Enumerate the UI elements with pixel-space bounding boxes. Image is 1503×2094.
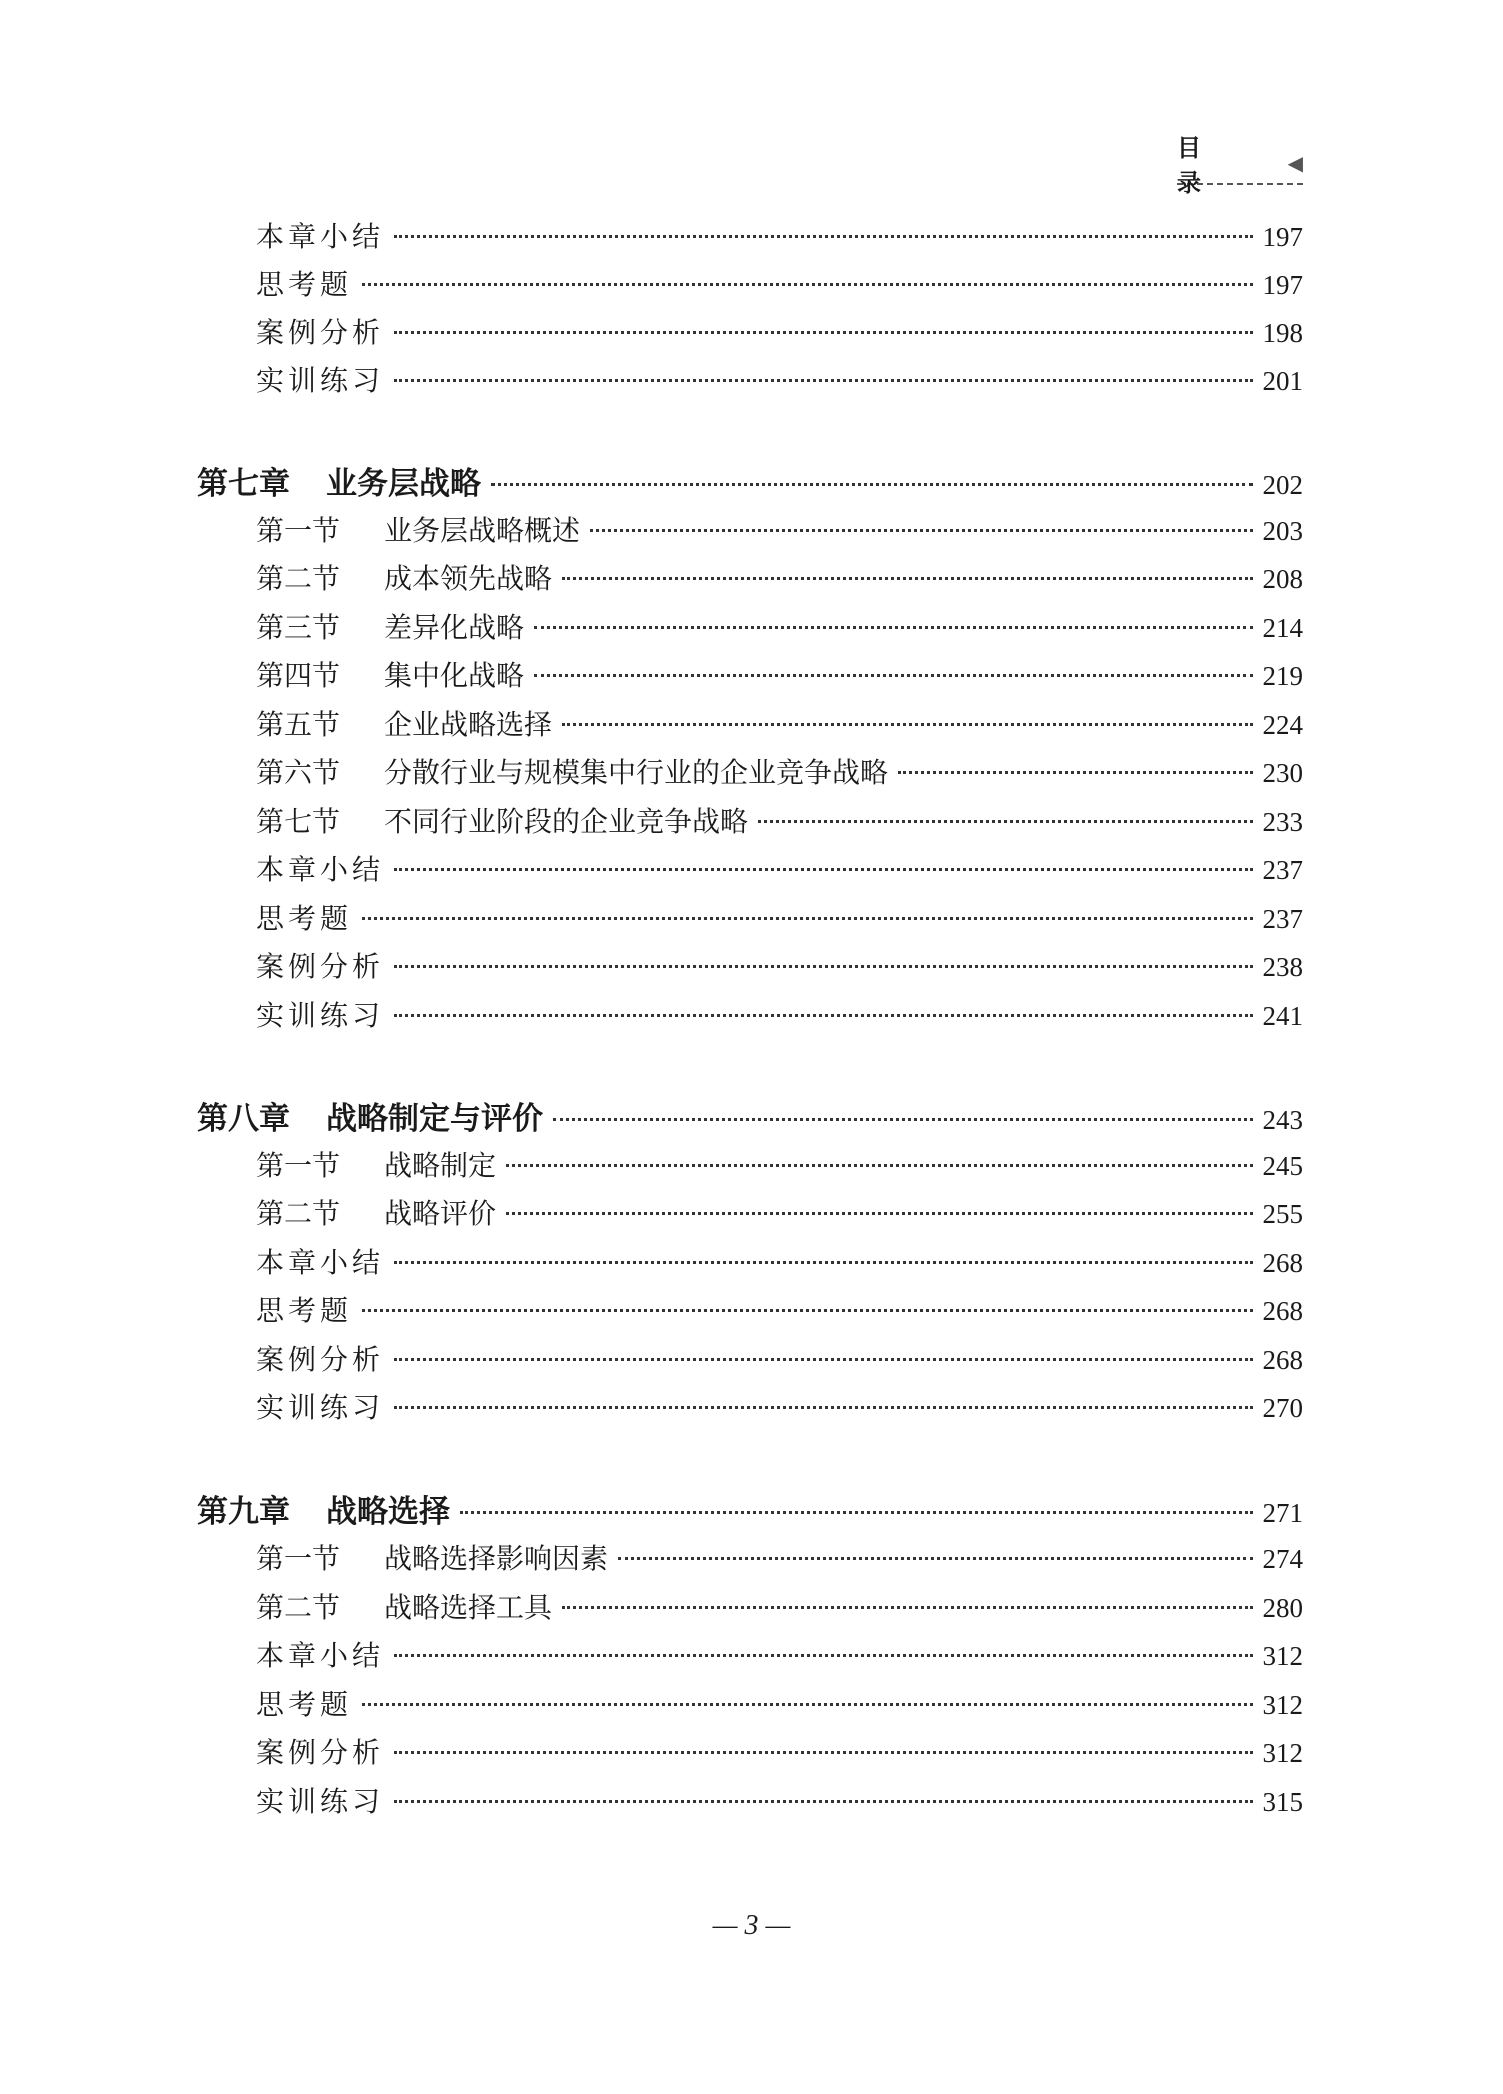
toc-entry-label: 实训练习 bbox=[256, 364, 385, 397]
leader-dots bbox=[758, 820, 1252, 823]
toc-entry-page: 203 bbox=[1262, 516, 1303, 546]
toc-entry[interactable] bbox=[256, 848, 1303, 888]
toc-entry[interactable] bbox=[256, 1386, 1303, 1426]
toc-entry-page: 208 bbox=[1262, 564, 1303, 594]
toc-entry-page: 312 bbox=[1262, 1690, 1303, 1720]
toc-entry[interactable] bbox=[256, 945, 1303, 985]
toc-entry[interactable] bbox=[256, 1289, 1303, 1329]
toc-entry-label: 集中化战略 bbox=[384, 659, 525, 692]
toc-entry-label: 思考题 bbox=[256, 1688, 353, 1721]
chapter-title: 业务层战略 bbox=[326, 466, 481, 502]
toc-entry-label: 案例分析 bbox=[256, 1736, 385, 1769]
toc-entry-label: 本章小结 bbox=[256, 1246, 385, 1279]
toc-entry-page: 243 bbox=[1262, 1105, 1303, 1135]
toc-entry-label: 思考题 bbox=[256, 1294, 353, 1327]
toc-entry-label: 战略选择影响因素 bbox=[384, 1542, 609, 1575]
toc-entry-label: 战略评价 bbox=[384, 1197, 497, 1230]
leader-dots bbox=[394, 1654, 1252, 1657]
toc-entry[interactable] bbox=[256, 311, 1303, 351]
toc-entry-page: 271 bbox=[1262, 1498, 1303, 1528]
toc-entry-page: 312 bbox=[1262, 1641, 1303, 1671]
leader-dots bbox=[534, 674, 1252, 677]
leader-dots bbox=[394, 868, 1252, 871]
toc-entry[interactable] bbox=[256, 994, 1303, 1034]
leader-dots bbox=[362, 1309, 1252, 1312]
leader-dots bbox=[394, 1014, 1252, 1017]
section-number: 第二节 bbox=[256, 562, 341, 595]
header-title: 目 录 bbox=[1177, 134, 1285, 197]
toc-entry[interactable] bbox=[256, 751, 1303, 791]
toc-entry-page: 241 bbox=[1262, 1001, 1303, 1031]
chapter-number: 第九章 bbox=[197, 1494, 290, 1530]
section-number: 第一节 bbox=[256, 1542, 341, 1575]
leader-dots bbox=[362, 917, 1252, 920]
toc-entry[interactable] bbox=[256, 1338, 1303, 1378]
section-number: 第五节 bbox=[256, 708, 341, 741]
leader-dots bbox=[506, 1212, 1252, 1215]
running-header bbox=[1177, 134, 1303, 197]
toc-entry[interactable] bbox=[256, 215, 1303, 255]
toc-entry-page: 230 bbox=[1262, 758, 1303, 788]
leader-dots bbox=[394, 1261, 1252, 1264]
leader-dots bbox=[394, 379, 1252, 382]
toc-entry-page: 270 bbox=[1262, 1393, 1303, 1423]
toc-entry-page: 237 bbox=[1262, 904, 1303, 934]
toc-entry-page: 233 bbox=[1262, 807, 1303, 837]
toc-entry[interactable] bbox=[256, 1144, 1303, 1184]
toc-entry-page: 219 bbox=[1262, 661, 1303, 691]
toc-entry-page: 268 bbox=[1262, 1296, 1303, 1326]
toc-entry-label: 案例分析 bbox=[256, 1343, 385, 1376]
toc-entry-label: 思考题 bbox=[256, 268, 353, 301]
chapter-number: 第八章 bbox=[197, 1101, 290, 1137]
leader-dots bbox=[394, 1406, 1252, 1409]
toc-entry-page: 268 bbox=[1262, 1248, 1303, 1278]
toc-entry[interactable] bbox=[256, 1731, 1303, 1771]
toc-entry[interactable] bbox=[256, 654, 1303, 694]
toc-entry[interactable] bbox=[256, 1537, 1303, 1577]
leader-dots bbox=[460, 1511, 1253, 1514]
section-number: 第二节 bbox=[256, 1197, 341, 1230]
toc-chapter-entry[interactable] bbox=[197, 1486, 1303, 1530]
leader-dots bbox=[618, 1557, 1252, 1560]
toc-entry-page: 255 bbox=[1262, 1199, 1303, 1229]
toc-entry[interactable] bbox=[256, 897, 1303, 937]
toc-chapter-entry[interactable] bbox=[197, 458, 1303, 502]
section-number: 第一节 bbox=[256, 1149, 341, 1182]
toc-entry[interactable] bbox=[256, 1683, 1303, 1723]
leader-dots bbox=[562, 577, 1252, 580]
toc-entry-page: 280 bbox=[1262, 1593, 1303, 1623]
toc-entry-page: 315 bbox=[1262, 1787, 1303, 1817]
section-number: 第四节 bbox=[256, 659, 341, 692]
toc-entry-label: 战略制定 bbox=[384, 1149, 497, 1182]
chapter-title: 战略选择 bbox=[326, 1494, 450, 1530]
leader-dots bbox=[562, 1606, 1252, 1609]
toc-entry-label: 战略选择工具 bbox=[384, 1591, 553, 1624]
leader-dots bbox=[362, 1703, 1252, 1706]
toc-entry-label: 本章小结 bbox=[256, 220, 385, 253]
leader-dots bbox=[491, 483, 1253, 486]
leader-dots bbox=[506, 1164, 1252, 1167]
leader-dots bbox=[562, 723, 1252, 726]
toc-entry[interactable] bbox=[256, 1634, 1303, 1674]
toc-entry[interactable] bbox=[256, 359, 1303, 399]
toc-entry-page: 197 bbox=[1262, 222, 1303, 252]
toc-entry[interactable] bbox=[256, 1586, 1303, 1626]
toc-entry-page: 214 bbox=[1262, 613, 1303, 643]
toc-entry-label: 案例分析 bbox=[256, 316, 385, 349]
toc-entry[interactable] bbox=[256, 1780, 1303, 1820]
toc-entry-page: 198 bbox=[1262, 318, 1303, 348]
toc-entry-label: 实训练习 bbox=[256, 999, 385, 1032]
section-number: 第一节 bbox=[256, 514, 341, 547]
toc-chapter-entry[interactable] bbox=[197, 1093, 1303, 1137]
toc-entry[interactable] bbox=[256, 800, 1303, 840]
toc-entry[interactable] bbox=[256, 509, 1303, 549]
toc-entry[interactable] bbox=[256, 263, 1303, 303]
leader-dots bbox=[394, 1800, 1252, 1803]
chapter-title: 战略制定与评价 bbox=[326, 1101, 543, 1137]
toc-entry-label: 分散行业与规模集中行业的企业竞争战略 bbox=[384, 756, 889, 789]
page-number: — 3 — bbox=[712, 1910, 791, 1941]
leader-dots bbox=[553, 1118, 1253, 1121]
toc-entry-label: 成本领先战略 bbox=[384, 562, 553, 595]
toc-entry-page: 312 bbox=[1262, 1738, 1303, 1768]
toc-entry[interactable] bbox=[256, 1241, 1303, 1281]
leader-dots bbox=[394, 1751, 1252, 1754]
toc-entry-page: 224 bbox=[1262, 710, 1303, 740]
toc-entry-label: 本章小结 bbox=[256, 1639, 385, 1672]
toc-entry-label: 实训练习 bbox=[256, 1785, 385, 1818]
toc-entry[interactable] bbox=[256, 557, 1303, 597]
toc-entry-label: 思考题 bbox=[256, 902, 353, 935]
toc-entry-page: 202 bbox=[1262, 470, 1303, 500]
leader-dots bbox=[394, 965, 1252, 968]
toc-entry-label: 差异化战略 bbox=[384, 611, 525, 644]
toc-entry[interactable] bbox=[256, 1192, 1303, 1232]
toc-entry[interactable] bbox=[256, 606, 1303, 646]
toc-entry-page: 245 bbox=[1262, 1151, 1303, 1181]
toc-entry[interactable] bbox=[256, 703, 1303, 743]
triangle-marker-icon: ◀ bbox=[1287, 151, 1303, 175]
toc-entry-page: 274 bbox=[1262, 1544, 1303, 1574]
leader-dots bbox=[394, 235, 1252, 238]
leader-dots bbox=[394, 331, 1252, 334]
leader-dots bbox=[394, 1358, 1252, 1361]
leader-dots bbox=[534, 626, 1252, 629]
toc-entry-label: 案例分析 bbox=[256, 950, 385, 983]
toc-entry-page: 237 bbox=[1262, 855, 1303, 885]
section-number: 第三节 bbox=[256, 611, 341, 644]
leader-dots bbox=[898, 771, 1252, 774]
leader-dots bbox=[362, 283, 1252, 286]
toc-entry-page: 197 bbox=[1262, 270, 1303, 300]
toc-entry-page: 201 bbox=[1262, 366, 1303, 396]
toc-entry-page: 268 bbox=[1262, 1345, 1303, 1375]
toc-entry-label: 不同行业阶段的企业竞争战略 bbox=[384, 805, 749, 838]
leader-dots bbox=[590, 529, 1252, 532]
toc-entry-label: 实训练习 bbox=[256, 1391, 385, 1424]
section-number: 第六节 bbox=[256, 756, 341, 789]
section-number: 第七节 bbox=[256, 805, 341, 838]
toc-entry-page: 238 bbox=[1262, 952, 1303, 982]
chapter-number: 第七章 bbox=[197, 466, 290, 502]
toc-entry-label: 本章小结 bbox=[256, 853, 385, 886]
section-number: 第二节 bbox=[256, 1591, 341, 1624]
toc-entry-label: 业务层战略概述 bbox=[384, 514, 581, 547]
toc-entry-label: 企业战略选择 bbox=[384, 708, 553, 741]
